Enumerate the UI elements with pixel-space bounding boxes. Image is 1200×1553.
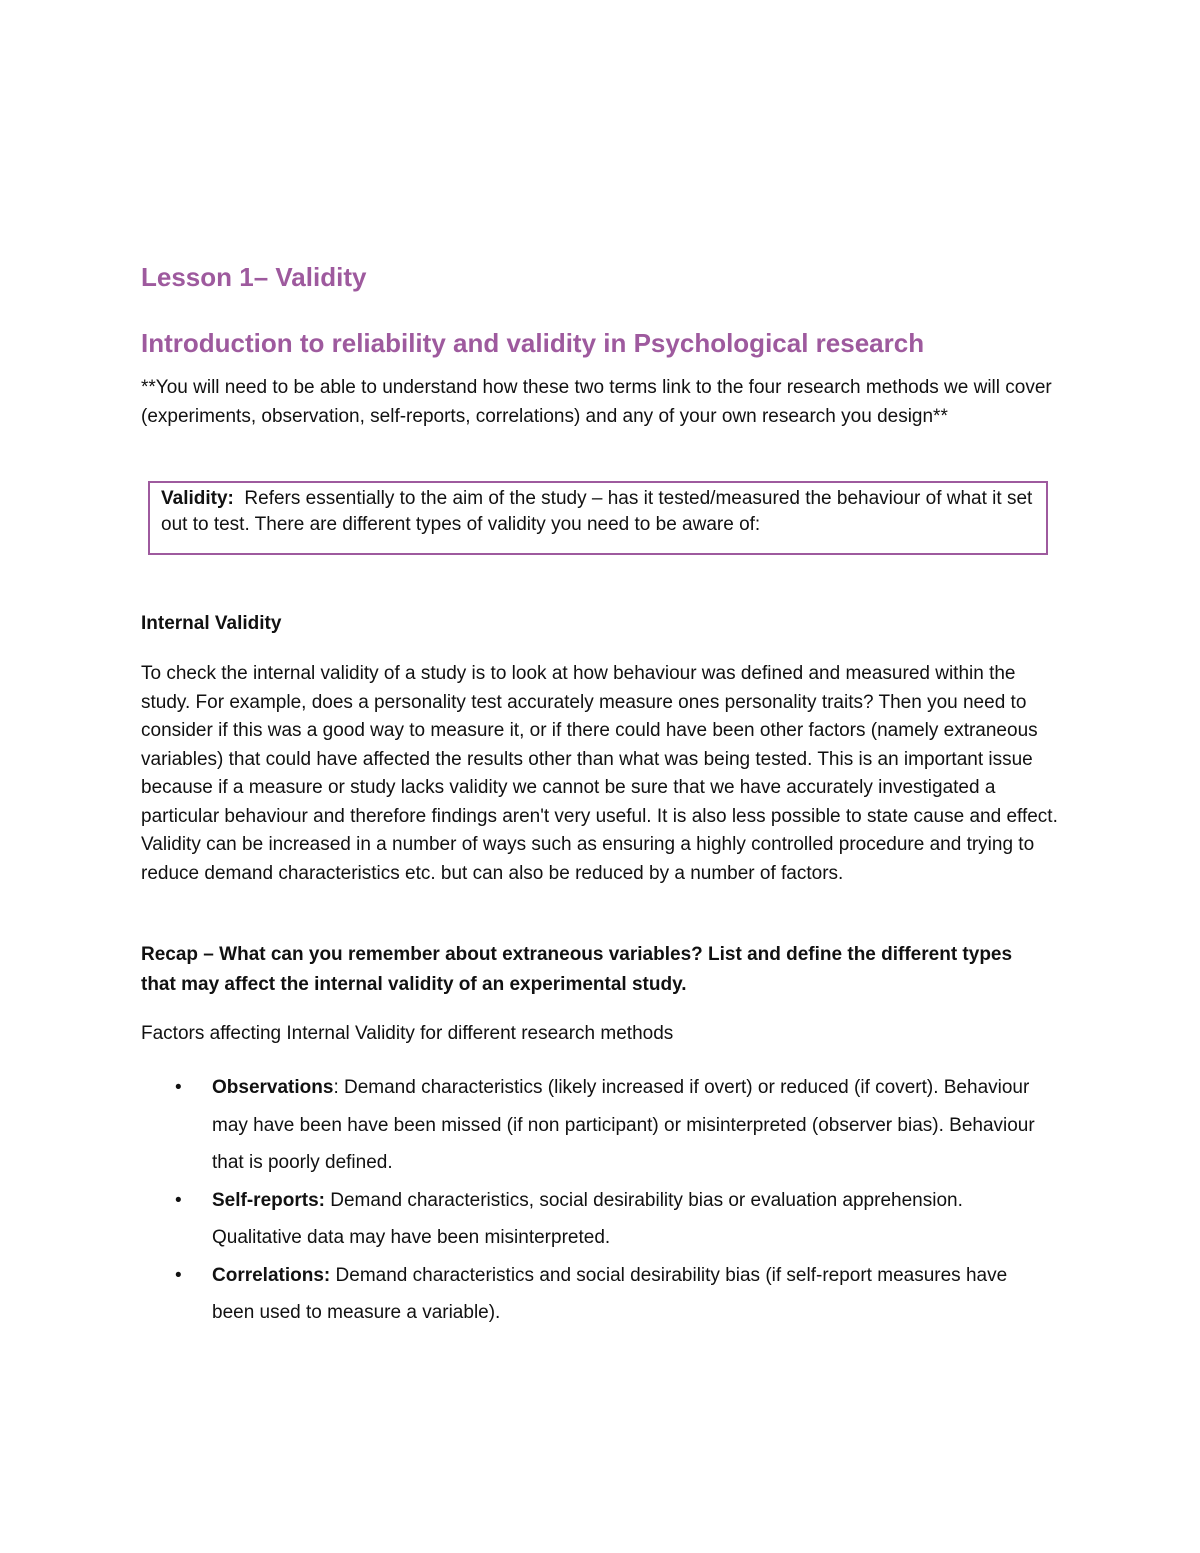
validity-term: Validity:: [161, 488, 234, 509]
factor-term: Self-reports:: [212, 1189, 325, 1211]
factor-text: Demand characteristics, social desirability bias or evaluation apprehension. Qualitative data may have been misinterpreted.: [212, 1189, 963, 1248]
factors-heading: Factors affecting Internal Validity for different research methods: [141, 1023, 674, 1044]
bullet-icon: •: [175, 1264, 182, 1286]
validity-definition-box: [148, 481, 1048, 555]
recap-question: Recap – What can you remember about extraneous variables? List and define the different types that may affect the internal validity of an experimental study.: [141, 944, 1013, 995]
internal-validity-paragraph: To check the internal validity of a study is to look at how behaviour was defined and measured within the study. For example, does a personality test accurately measure ones personality traits? Then you need to consider if this was a good way to measure it, or if there could have been other factors (namely extraneous variables) that could have affected the results other than what was being tested. This is an important issue because if a measure or study lacks validity we cannot be sure that we have accurately investigated a particular behaviour and therefore findings aren't very useful. It is also less possible to state cause and effect. Validity can be increased in a number of ways such as ensuring a highly controlled procedure and trying to reduce demand characteristics etc. but can also be reduced by a number of factors.: [141, 663, 1058, 884]
intro-paragraph: **You will need to be able to understand how these two terms link to the four research methods we will cover (experiments, observation, self-reports, correlations) and any of your own research you design**: [141, 377, 1052, 427]
section-subtitle: Introduction to reliability and validity in Psychological research: [141, 328, 925, 358]
factor-term: Correlations:: [212, 1264, 331, 1286]
list-item: [141, 1257, 1041, 1332]
internal-validity-heading: Internal Validity: [141, 613, 282, 634]
lesson-title: Lesson 1– Validity: [141, 262, 367, 292]
factors-list: [141, 1069, 1041, 1332]
bullet-icon: •: [175, 1077, 182, 1098]
validity-definition: Refers essentially to the aim of the study – has it tested/measured the behaviour of what it set out to test. There are different types of validity you need to be aware of:: [161, 488, 1033, 535]
factor-text: Demand characteristics and social desirability bias (if self-report measures have been used to measure a variable).: [212, 1264, 1008, 1323]
factor-term: Observations: [212, 1077, 334, 1098]
bullet-icon: •: [175, 1189, 182, 1211]
factor-text: : Demand characteristics (likely increased if overt) or reduced (if covert). Behaviour may have been have been missed (if non participant) or misinterpreted (observer bias). Behaviour that is poorly defined.: [212, 1077, 1035, 1173]
list-item: [141, 1069, 1041, 1182]
list-item: [141, 1182, 1041, 1257]
